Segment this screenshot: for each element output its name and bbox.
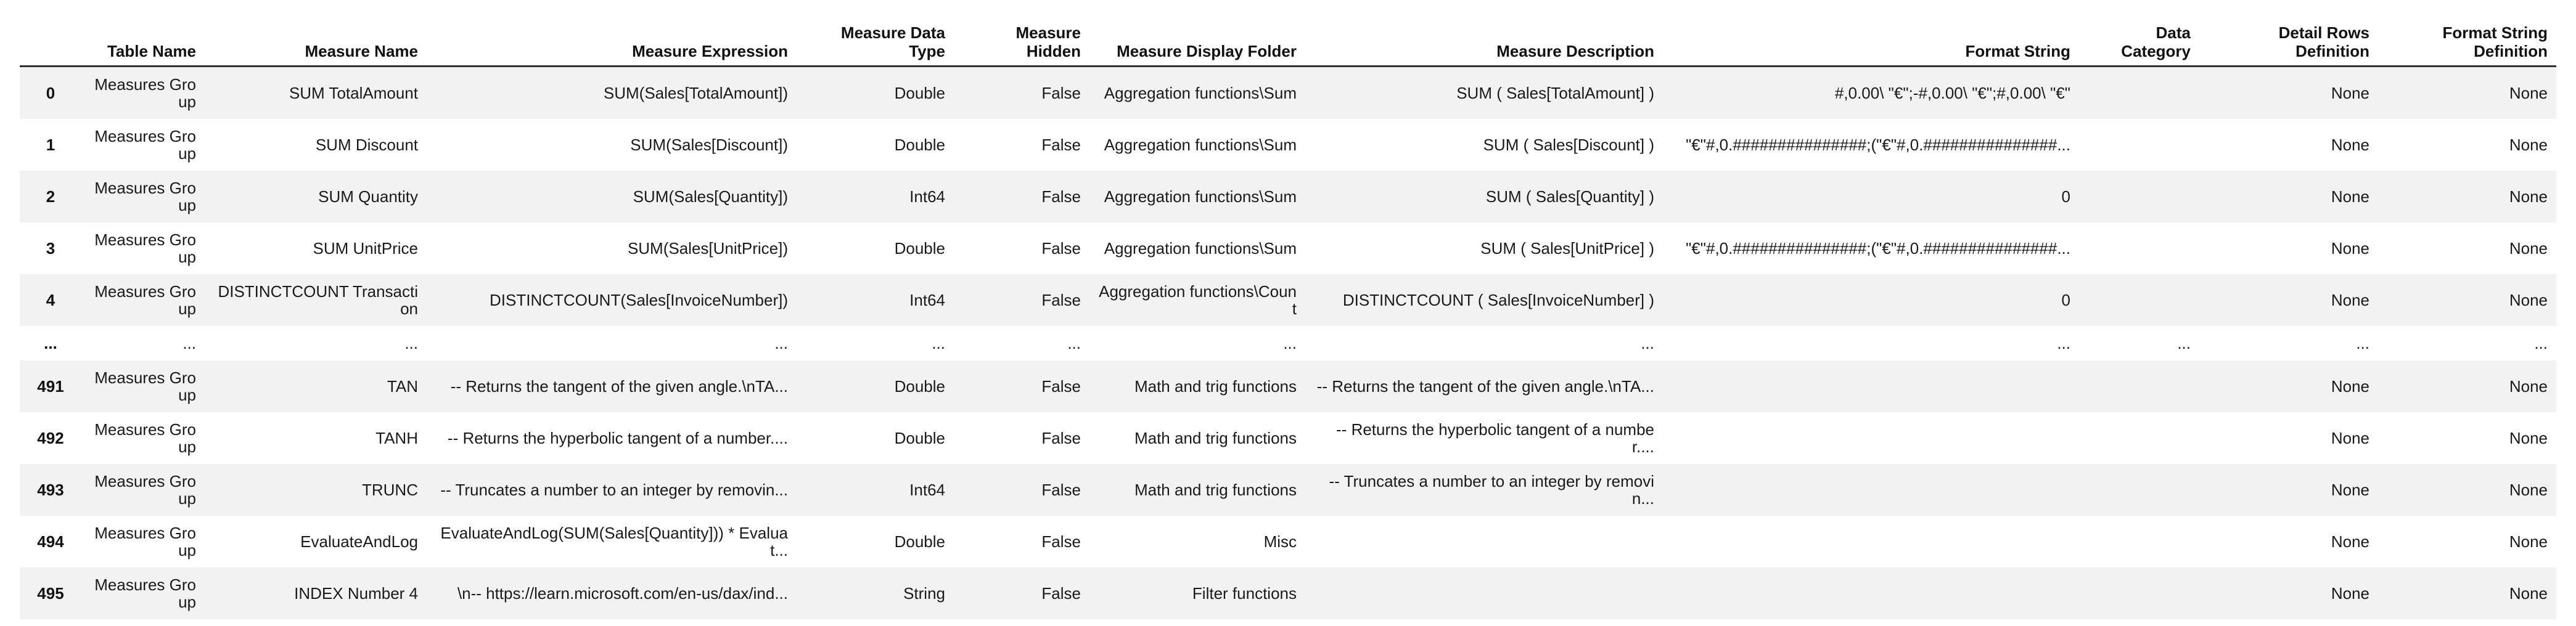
cell-table-name	[81, 464, 205, 516]
cell-text: False	[1041, 239, 1081, 258]
cell-text: None	[2331, 239, 2369, 258]
cell-measure-expression	[427, 326, 797, 360]
cell-text: None	[2509, 136, 2548, 154]
cell-format-string-definition	[2378, 67, 2556, 120]
cell-measure-expression	[427, 274, 797, 326]
cell-text: SUM(Sales[Quantity])	[633, 187, 788, 206]
cell-table-name	[81, 516, 205, 567]
cell-detail-rows-definition	[2199, 567, 2378, 619]
table-row	[20, 171, 2556, 222]
cell-measure-hidden	[954, 464, 1089, 516]
cell-measure-display-folder	[1089, 119, 1305, 171]
cell-detail-rows-definition	[2199, 119, 2378, 171]
cell-data-category	[2079, 464, 2199, 516]
cell-text: Measures Group	[94, 575, 196, 611]
table-row	[20, 274, 2556, 326]
table-row	[20, 567, 2556, 619]
cell-text: None	[2331, 136, 2369, 154]
cell-format-string-definition	[2378, 464, 2556, 516]
row-index: 1	[46, 136, 55, 154]
cell-format-string-definition	[2378, 171, 2556, 222]
row-index: 491	[37, 377, 64, 396]
column-header-measure-hidden: Measure Hidden	[954, 15, 1089, 67]
cell-measure-name	[205, 67, 427, 120]
cell-text: Double	[894, 239, 945, 258]
cell-detail-rows-definition	[2199, 171, 2378, 222]
cell-data-category	[2079, 67, 2199, 120]
cell-measure-data-type	[797, 119, 954, 171]
cell-text: SUM TotalAmount	[289, 84, 418, 102]
cell-text: Filter functions	[1192, 584, 1297, 603]
cell-measure-expression	[427, 171, 797, 222]
cell-format-string	[1663, 67, 2079, 120]
cell-measure-description	[1305, 222, 1663, 274]
cell-measure-name	[205, 119, 427, 171]
cell-text: Measures Group	[94, 282, 196, 318]
cell-text: ...	[2177, 334, 2191, 352]
cell-text: ...	[2057, 334, 2070, 352]
cell-text: ...	[932, 334, 945, 352]
cell-text: SUM(Sales[Discount])	[630, 136, 788, 154]
cell-text: Math and trig functions	[1134, 377, 1297, 396]
cell-measure-description	[1305, 412, 1663, 464]
cell-measure-description	[1305, 119, 1663, 171]
cell-measure-hidden	[954, 67, 1089, 120]
column-header-format-string: Format String	[1663, 15, 2079, 67]
cell-format-string	[1663, 171, 2079, 222]
column-header-format-string-definition: Format String Definition	[2378, 15, 2556, 67]
cell-measure-display-folder	[1089, 567, 1305, 619]
cell-text: None	[2331, 187, 2369, 206]
cell-measure-data-type	[797, 360, 954, 412]
column-header-measure-expression: Measure Expression	[427, 15, 797, 67]
table-row	[20, 67, 2556, 120]
ellipsis-row	[20, 326, 2556, 360]
cell-text: EvaluateAndLog	[300, 532, 418, 551]
row-index: 0	[46, 84, 55, 102]
cell-text: SUM Discount	[315, 136, 418, 154]
cell-measure-display-folder	[1089, 326, 1305, 360]
cell-text: DISTINCTCOUNT Transaction	[218, 282, 418, 318]
cell-text: None	[2331, 84, 2369, 102]
cell-text: None	[2509, 377, 2548, 396]
row-index: 4	[46, 291, 55, 309]
cell-format-string	[1663, 567, 2079, 619]
cell-data-category	[2079, 119, 2199, 171]
cell-measure-name	[205, 360, 427, 412]
cell-text: SUM ( Sales[Discount] )	[1483, 136, 1654, 154]
cell-table-name	[81, 567, 205, 619]
cell-data-category	[2079, 360, 2199, 412]
cell-measure-hidden	[954, 412, 1089, 464]
cell-measure-data-type	[797, 67, 954, 120]
cell-text: Aggregation functions\Sum	[1104, 187, 1297, 206]
cell-data-category	[2079, 274, 2199, 326]
cell-text: ...	[183, 334, 196, 352]
header-row	[20, 15, 2556, 67]
cell-measure-description	[1305, 67, 1663, 120]
cell-detail-rows-definition	[2199, 274, 2378, 326]
cell-text: SUM(Sales[TotalAmount])	[603, 84, 788, 102]
cell-measure-display-folder	[1089, 67, 1305, 120]
cell-text: 0	[2061, 187, 2070, 206]
cell-measure-name	[205, 326, 427, 360]
cell-measure-hidden	[954, 171, 1089, 222]
cell-measure-data-type	[797, 464, 954, 516]
cell-data-category	[2079, 516, 2199, 567]
cell-measure-description	[1305, 360, 1663, 412]
cell-text: Measures Group	[94, 179, 196, 214]
cell-format-string	[1663, 516, 2079, 567]
cell-text: ...	[1067, 334, 1081, 352]
cell-measure-name	[205, 171, 427, 222]
cell-measure-expression	[427, 222, 797, 274]
cell-table-name	[81, 360, 205, 412]
cell-measure-description	[1305, 326, 1663, 360]
cell-text: -- Truncates a number to an integer by removin...	[1329, 472, 1654, 508]
cell-text: Measures Group	[94, 420, 196, 456]
cell-format-string	[1663, 119, 2079, 171]
cell-text: None	[2331, 532, 2369, 551]
cell-measure-hidden	[954, 326, 1089, 360]
cell-text: False	[1041, 532, 1081, 551]
cell-detail-rows-definition	[2199, 412, 2378, 464]
cell-text: False	[1041, 584, 1081, 603]
cell-text: \n-- https://learn.microsoft.com/en-us/dax/ind...	[457, 584, 788, 603]
cell-detail-rows-definition	[2199, 464, 2378, 516]
cell-text: None	[2509, 481, 2548, 499]
cell-format-string-definition	[2378, 274, 2556, 326]
cell-text: Misc	[1263, 532, 1297, 551]
cell-measure-expression	[427, 67, 797, 120]
cell-text: Double	[894, 377, 945, 396]
cell-text: TAN	[387, 377, 418, 396]
cell-text: ...	[1641, 334, 1654, 352]
cell-text: None	[2509, 429, 2548, 447]
row-index: 494	[37, 532, 64, 551]
cell-text: SUM ( Sales[Quantity] )	[1485, 187, 1654, 206]
cell-format-string	[1663, 412, 2079, 464]
cell-measure-expression	[427, 567, 797, 619]
cell-measure-data-type	[797, 516, 954, 567]
cell-format-string-definition	[2378, 119, 2556, 171]
cell-text: Math and trig functions	[1134, 481, 1297, 499]
cell-measure-description	[1305, 567, 1663, 619]
cell-measure-display-folder	[1089, 464, 1305, 516]
cell-text: Double	[894, 136, 945, 154]
cell-measure-hidden	[954, 222, 1089, 274]
cell-measure-data-type	[797, 412, 954, 464]
cell-detail-rows-definition	[2199, 67, 2378, 120]
cell-text: None	[2509, 291, 2548, 309]
cell-text: Aggregation functions\Sum	[1104, 84, 1297, 102]
cell-text: None	[2509, 584, 2548, 603]
cell-data-category	[2079, 171, 2199, 222]
cell-measure-description	[1305, 274, 1663, 326]
cell-text: False	[1041, 136, 1081, 154]
cell-table-name	[81, 222, 205, 274]
cell-text: None	[2331, 429, 2369, 447]
cell-table-name	[81, 274, 205, 326]
cell-measure-data-type	[797, 326, 954, 360]
cell-text: TRUNC	[362, 481, 418, 499]
table-header	[20, 15, 2556, 67]
cell-text: Measures Group	[94, 75, 196, 111]
dataframe-container	[20, 15, 2556, 619]
cell-text: Aggregation functions\Count	[1099, 282, 1297, 318]
cell-text: TANH	[375, 429, 418, 447]
table-row	[20, 222, 2556, 274]
cell-format-string-definition	[2378, 567, 2556, 619]
column-header-measure-data-type: Measure Data Type	[797, 15, 954, 67]
cell-text: INDEX Number 4	[294, 584, 418, 603]
table-row	[20, 412, 2556, 464]
cell-text: Aggregation functions\Sum	[1104, 136, 1297, 154]
cell-text: None	[2509, 532, 2548, 551]
cell-measure-expression	[427, 516, 797, 567]
table-row	[20, 119, 2556, 171]
cell-text: EvaluateAndLog(SUM(Sales[Quantity])) * Evaluat...	[440, 524, 788, 559]
cell-table-name	[81, 67, 205, 120]
cell-format-string	[1663, 326, 2079, 360]
cell-text: SUM(Sales[UnitPrice])	[627, 239, 788, 258]
cell-text: False	[1041, 377, 1081, 396]
cell-measure-data-type	[797, 222, 954, 274]
cell-measure-description	[1305, 516, 1663, 567]
cell-text: ...	[774, 334, 788, 352]
cell-text: -- Returns the hyperbolic tangent of a number....	[447, 429, 788, 447]
cell-text: Int64	[909, 481, 945, 499]
cell-table-name	[81, 119, 205, 171]
cell-text: DISTINCTCOUNT ( Sales[InvoiceNumber] )	[1342, 291, 1654, 309]
cell-text: -- Truncates a number to an integer by removin...	[440, 481, 788, 499]
cell-measure-hidden	[954, 516, 1089, 567]
cell-format-string-definition	[2378, 516, 2556, 567]
cell-table-name	[81, 171, 205, 222]
cell-table-name	[81, 326, 205, 360]
cell-text: Measures Group	[94, 472, 196, 508]
cell-measure-expression	[427, 119, 797, 171]
cell-data-category	[2079, 567, 2199, 619]
cell-text: Aggregation functions\Sum	[1104, 239, 1297, 258]
cell-text: String	[903, 584, 945, 603]
cell-text: Math and trig functions	[1134, 429, 1297, 447]
cell-text: SUM ( Sales[UnitPrice] )	[1480, 239, 1654, 258]
cell-table-name	[81, 412, 205, 464]
cell-text: #,0.00\ "€";-#,0.00\ "€";#,0.00\ "€"	[1834, 84, 2070, 102]
cell-data-category	[2079, 222, 2199, 274]
cell-text: SUM UnitPrice	[313, 239, 418, 258]
cell-text: -- Returns the hyperbolic tangent of a number....	[1336, 420, 1654, 456]
cell-text: False	[1041, 429, 1081, 447]
row-index: 2	[46, 187, 55, 206]
cell-text: False	[1041, 84, 1081, 102]
cell-text: -- Returns the tangent of the given angle.\nTA...	[1316, 377, 1654, 396]
table-row	[20, 516, 2556, 567]
cell-text: Int64	[909, 187, 945, 206]
cell-detail-rows-definition	[2199, 516, 2378, 567]
row-index: 492	[37, 429, 64, 447]
cell-text: ...	[1283, 334, 1297, 352]
cell-text: SUM Quantity	[318, 187, 418, 206]
column-header-detail-rows-definition: Detail Rows Definition	[2199, 15, 2378, 67]
table-row	[20, 464, 2556, 516]
column-header-index	[20, 15, 81, 67]
cell-text: None	[2331, 291, 2369, 309]
cell-data-category	[2079, 326, 2199, 360]
cell-text: -- Returns the tangent of the given angle.\nTA...	[450, 377, 788, 396]
cell-text: Measures Group	[94, 368, 196, 404]
cell-text: None	[2509, 84, 2548, 102]
cell-format-string	[1663, 222, 2079, 274]
table-body	[20, 67, 2556, 620]
cell-measure-data-type	[797, 274, 954, 326]
cell-measure-name	[205, 567, 427, 619]
cell-text: False	[1041, 187, 1081, 206]
cell-measure-description	[1305, 464, 1663, 516]
cell-text: None	[2331, 377, 2369, 396]
cell-text: Double	[894, 532, 945, 551]
cell-measure-display-folder	[1089, 360, 1305, 412]
cell-measure-data-type	[797, 567, 954, 619]
cell-text: False	[1041, 291, 1081, 309]
cell-measure-name	[205, 412, 427, 464]
cell-text: None	[2331, 584, 2369, 603]
cell-text: Measures Group	[94, 524, 196, 559]
cell-format-string	[1663, 464, 2079, 516]
cell-measure-hidden	[954, 119, 1089, 171]
cell-text: None	[2509, 187, 2548, 206]
column-header-measure-display-folder: Measure Display Folder	[1089, 15, 1305, 67]
cell-format-string	[1663, 360, 2079, 412]
cell-measure-description	[1305, 171, 1663, 222]
cell-text: ...	[2356, 334, 2369, 352]
cell-text: DISTINCTCOUNT(Sales[InvoiceNumber])	[490, 291, 788, 309]
column-header-table-name: Table Name	[81, 15, 205, 67]
cell-measure-data-type	[797, 171, 954, 222]
cell-measure-hidden	[954, 567, 1089, 619]
cell-text: None	[2509, 239, 2548, 258]
cell-text: Int64	[909, 291, 945, 309]
cell-text: Double	[894, 84, 945, 102]
cell-measure-display-folder	[1089, 516, 1305, 567]
cell-measure-display-folder	[1089, 171, 1305, 222]
measures-table	[20, 15, 2556, 619]
cell-measure-display-folder	[1089, 274, 1305, 326]
cell-text: Measures Group	[94, 127, 196, 163]
cell-measure-display-folder	[1089, 412, 1305, 464]
cell-measure-expression	[427, 412, 797, 464]
cell-measure-name	[205, 274, 427, 326]
cell-format-string	[1663, 274, 2079, 326]
cell-measure-hidden	[954, 360, 1089, 412]
cell-text: "€"#,0.###############;("€"#,0.###############...	[1686, 239, 2070, 258]
row-index: ...	[44, 334, 57, 352]
cell-format-string-definition	[2378, 360, 2556, 412]
cell-text: SUM ( Sales[TotalAmount] )	[1456, 84, 1654, 102]
cell-measure-expression	[427, 464, 797, 516]
cell-text: False	[1041, 481, 1081, 499]
cell-measure-name	[205, 516, 427, 567]
column-header-measure-name: Measure Name	[205, 15, 427, 67]
cell-measure-display-folder	[1089, 222, 1305, 274]
cell-detail-rows-definition	[2199, 360, 2378, 412]
cell-detail-rows-definition	[2199, 326, 2378, 360]
cell-text: "€"#,0.###############;("€"#,0.###############...	[1686, 136, 2070, 154]
row-index: 493	[37, 481, 64, 499]
cell-format-string-definition	[2378, 326, 2556, 360]
table-row	[20, 360, 2556, 412]
cell-measure-name	[205, 464, 427, 516]
column-header-data-category: Data Category	[2079, 15, 2199, 67]
column-header-measure-description: Measure Description	[1305, 15, 1663, 67]
cell-data-category	[2079, 412, 2199, 464]
cell-detail-rows-definition	[2199, 222, 2378, 274]
cell-text: Measures Group	[94, 230, 196, 266]
cell-text: ...	[2534, 334, 2548, 352]
cell-measure-expression	[427, 360, 797, 412]
cell-text: Double	[894, 429, 945, 447]
cell-format-string-definition	[2378, 412, 2556, 464]
cell-text: 0	[2061, 291, 2070, 309]
cell-measure-name	[205, 222, 427, 274]
cell-text: None	[2331, 481, 2369, 499]
row-index: 3	[46, 239, 55, 258]
cell-text: ...	[404, 334, 418, 352]
cell-format-string-definition	[2378, 222, 2556, 274]
row-index: 495	[37, 584, 64, 603]
cell-measure-hidden	[954, 274, 1089, 326]
